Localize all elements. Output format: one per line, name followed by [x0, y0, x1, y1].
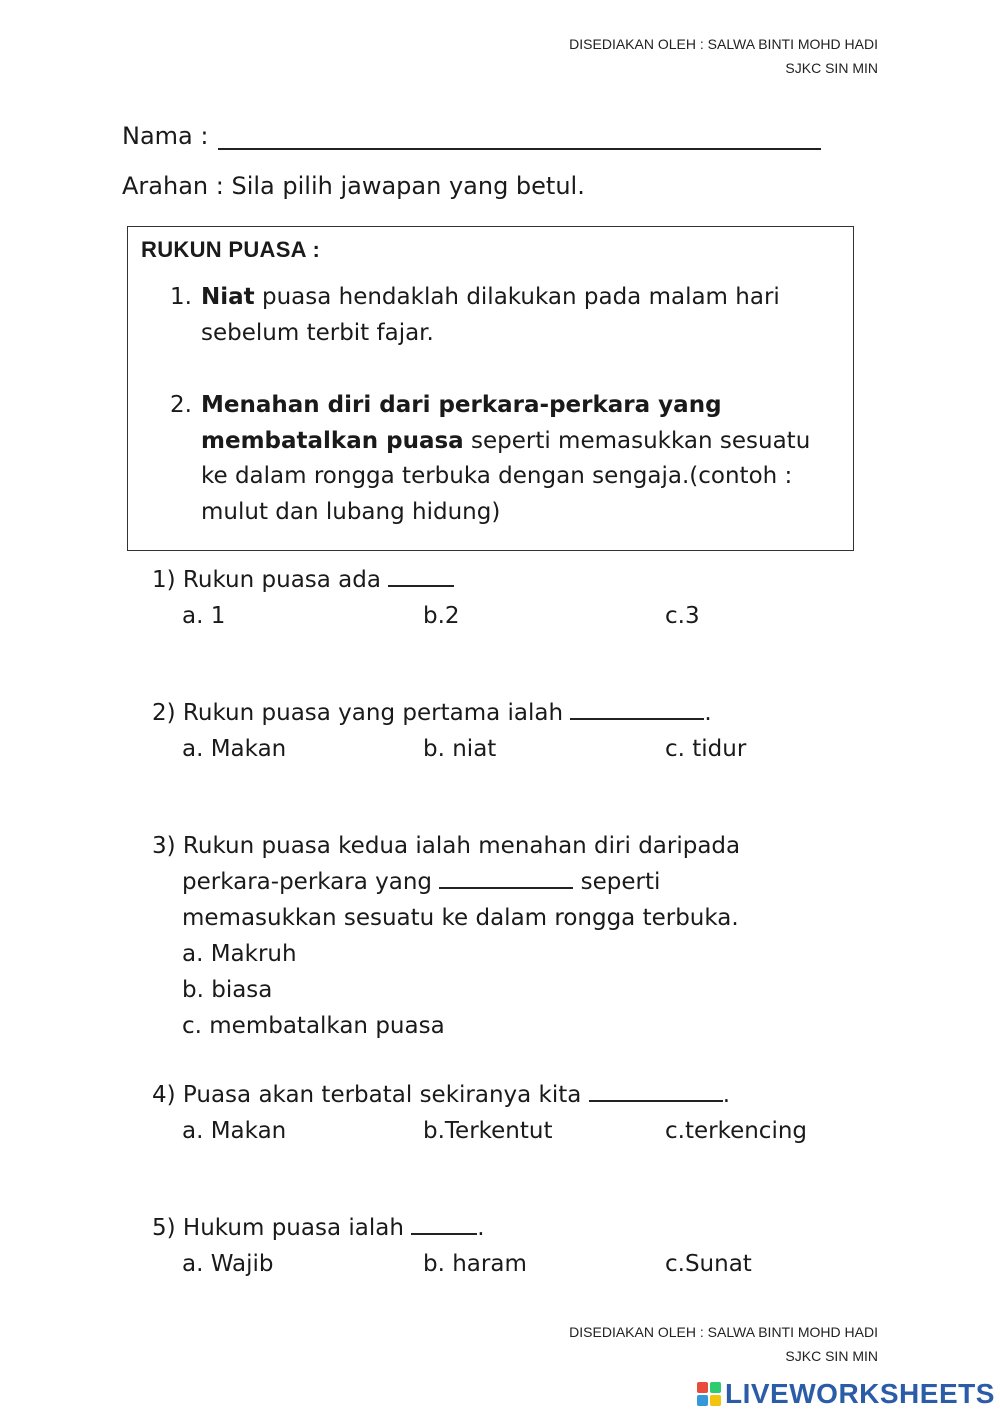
- option-a[interactable]: a. Makruh: [182, 941, 297, 967]
- box-title: RUKUN PUASA :: [141, 237, 321, 262]
- rukun-puasa-box: [127, 226, 854, 551]
- answer-blank[interactable]: [439, 865, 573, 889]
- option-c[interactable]: c. membatalkan puasa: [182, 1013, 445, 1039]
- answer-blank[interactable]: [589, 1078, 723, 1102]
- option-c[interactable]: c.Sunat: [665, 1251, 752, 1277]
- rule-1-keyword: Niat: [201, 284, 255, 310]
- liveworksheets-logo-icon: [697, 1382, 721, 1406]
- option-c[interactable]: c. tidur: [665, 736, 747, 762]
- logo-square: [710, 1382, 721, 1393]
- question-5: 5) Hukum puasa ialah . a. Wajib b. haram c.Sunat: [152, 1210, 485, 1282]
- question-3-stem-line2: perkara-perkara yang: [182, 869, 440, 895]
- option-c[interactable]: c.3: [665, 603, 700, 629]
- header-author: DISEDIAKAN OLEH : SALWA BINTI MOHD HADI: [569, 36, 878, 52]
- option-c[interactable]: c.terkencing: [665, 1118, 808, 1144]
- option-a[interactable]: a. Makan: [182, 1118, 287, 1144]
- rule-1: [170, 280, 830, 351]
- question-3-stem-line1: 3) Rukun puasa kedua ialah menahan diri daripada: [152, 833, 741, 859]
- answer-blank[interactable]: [570, 696, 704, 720]
- option-a[interactable]: a. 1: [182, 603, 226, 629]
- option-a[interactable]: a. Makan: [182, 736, 287, 762]
- instruction: Arahan : Sila pilih jawapan yang betul.: [122, 172, 585, 200]
- question-4-stem: 4) Puasa akan terbatal sekiranya kita: [152, 1082, 589, 1108]
- logo-square: [710, 1395, 721, 1406]
- footer-school: SJKC SIN MIN: [785, 1348, 878, 1364]
- name-label: Nama :: [122, 122, 209, 150]
- option-b[interactable]: b.Terkentut: [423, 1118, 553, 1144]
- name-input-line[interactable]: [218, 122, 821, 150]
- rule-2-keyword: Menahan diri dari perkara-perkara yang membatalkan puasa: [201, 392, 722, 454]
- rule-2-text: seperti memasukkan sesuatu ke dalam rongga terbuka dengan sengaja.(contoh : mulut dan lubang hidung): [201, 427, 811, 525]
- header-credit: [569, 32, 878, 80]
- rule-1-number: 1.: [170, 284, 192, 310]
- footer-credit: [569, 1320, 878, 1368]
- option-b[interactable]: b. haram: [423, 1251, 527, 1277]
- logo-square: [697, 1382, 708, 1393]
- question-2-stem: 2) Rukun puasa yang pertama ialah: [152, 700, 571, 726]
- logo-square: [697, 1395, 708, 1406]
- rule-1-text: puasa hendaklah dilakukan pada malam hari sebelum terbit fajar.: [201, 284, 780, 346]
- option-b[interactable]: b. biasa: [182, 977, 273, 1003]
- question-3-stem-line3: memasukkan sesuatu ke dalam rongga terbuka.: [182, 905, 739, 931]
- footer-author: DISEDIAKAN OLEH : SALWA BINTI MOHD HADI: [569, 1324, 878, 1340]
- answer-blank[interactable]: [411, 1211, 477, 1235]
- option-a[interactable]: a. Wajib: [182, 1251, 274, 1277]
- rule-2: [170, 388, 830, 530]
- question-1-stem: 1) Rukun puasa ada: [152, 567, 389, 593]
- question-5-stem: 5) Hukum puasa ialah: [152, 1215, 412, 1241]
- answer-blank[interactable]: [388, 563, 454, 587]
- brand-name: LIVEWORKSHEETS: [725, 1378, 995, 1409]
- option-b[interactable]: b. niat: [423, 736, 497, 762]
- liveworksheets-brand: [697, 1378, 995, 1410]
- question-2: 2) Rukun puasa yang pertama ialah . a. Makan b. niat c. tidur: [152, 695, 712, 767]
- rule-2-number: 2.: [170, 392, 192, 418]
- question-4: 4) Puasa akan terbatal sekiranya kita . a. Makan b.Terkentut c.terkencing: [152, 1077, 730, 1149]
- option-b[interactable]: b.2: [423, 603, 460, 629]
- name-row: [122, 122, 821, 150]
- question-3: 3) Rukun puasa kedua ialah menahan diri daripada perkara-perkara yang seperti memasukkan sesuatu ke dalam rongga terbuka. a. Makruh b. biasa c. membatalkan puasa: [152, 828, 740, 1044]
- question-1: [152, 562, 700, 634]
- header-school: SJKC SIN MIN: [785, 60, 878, 76]
